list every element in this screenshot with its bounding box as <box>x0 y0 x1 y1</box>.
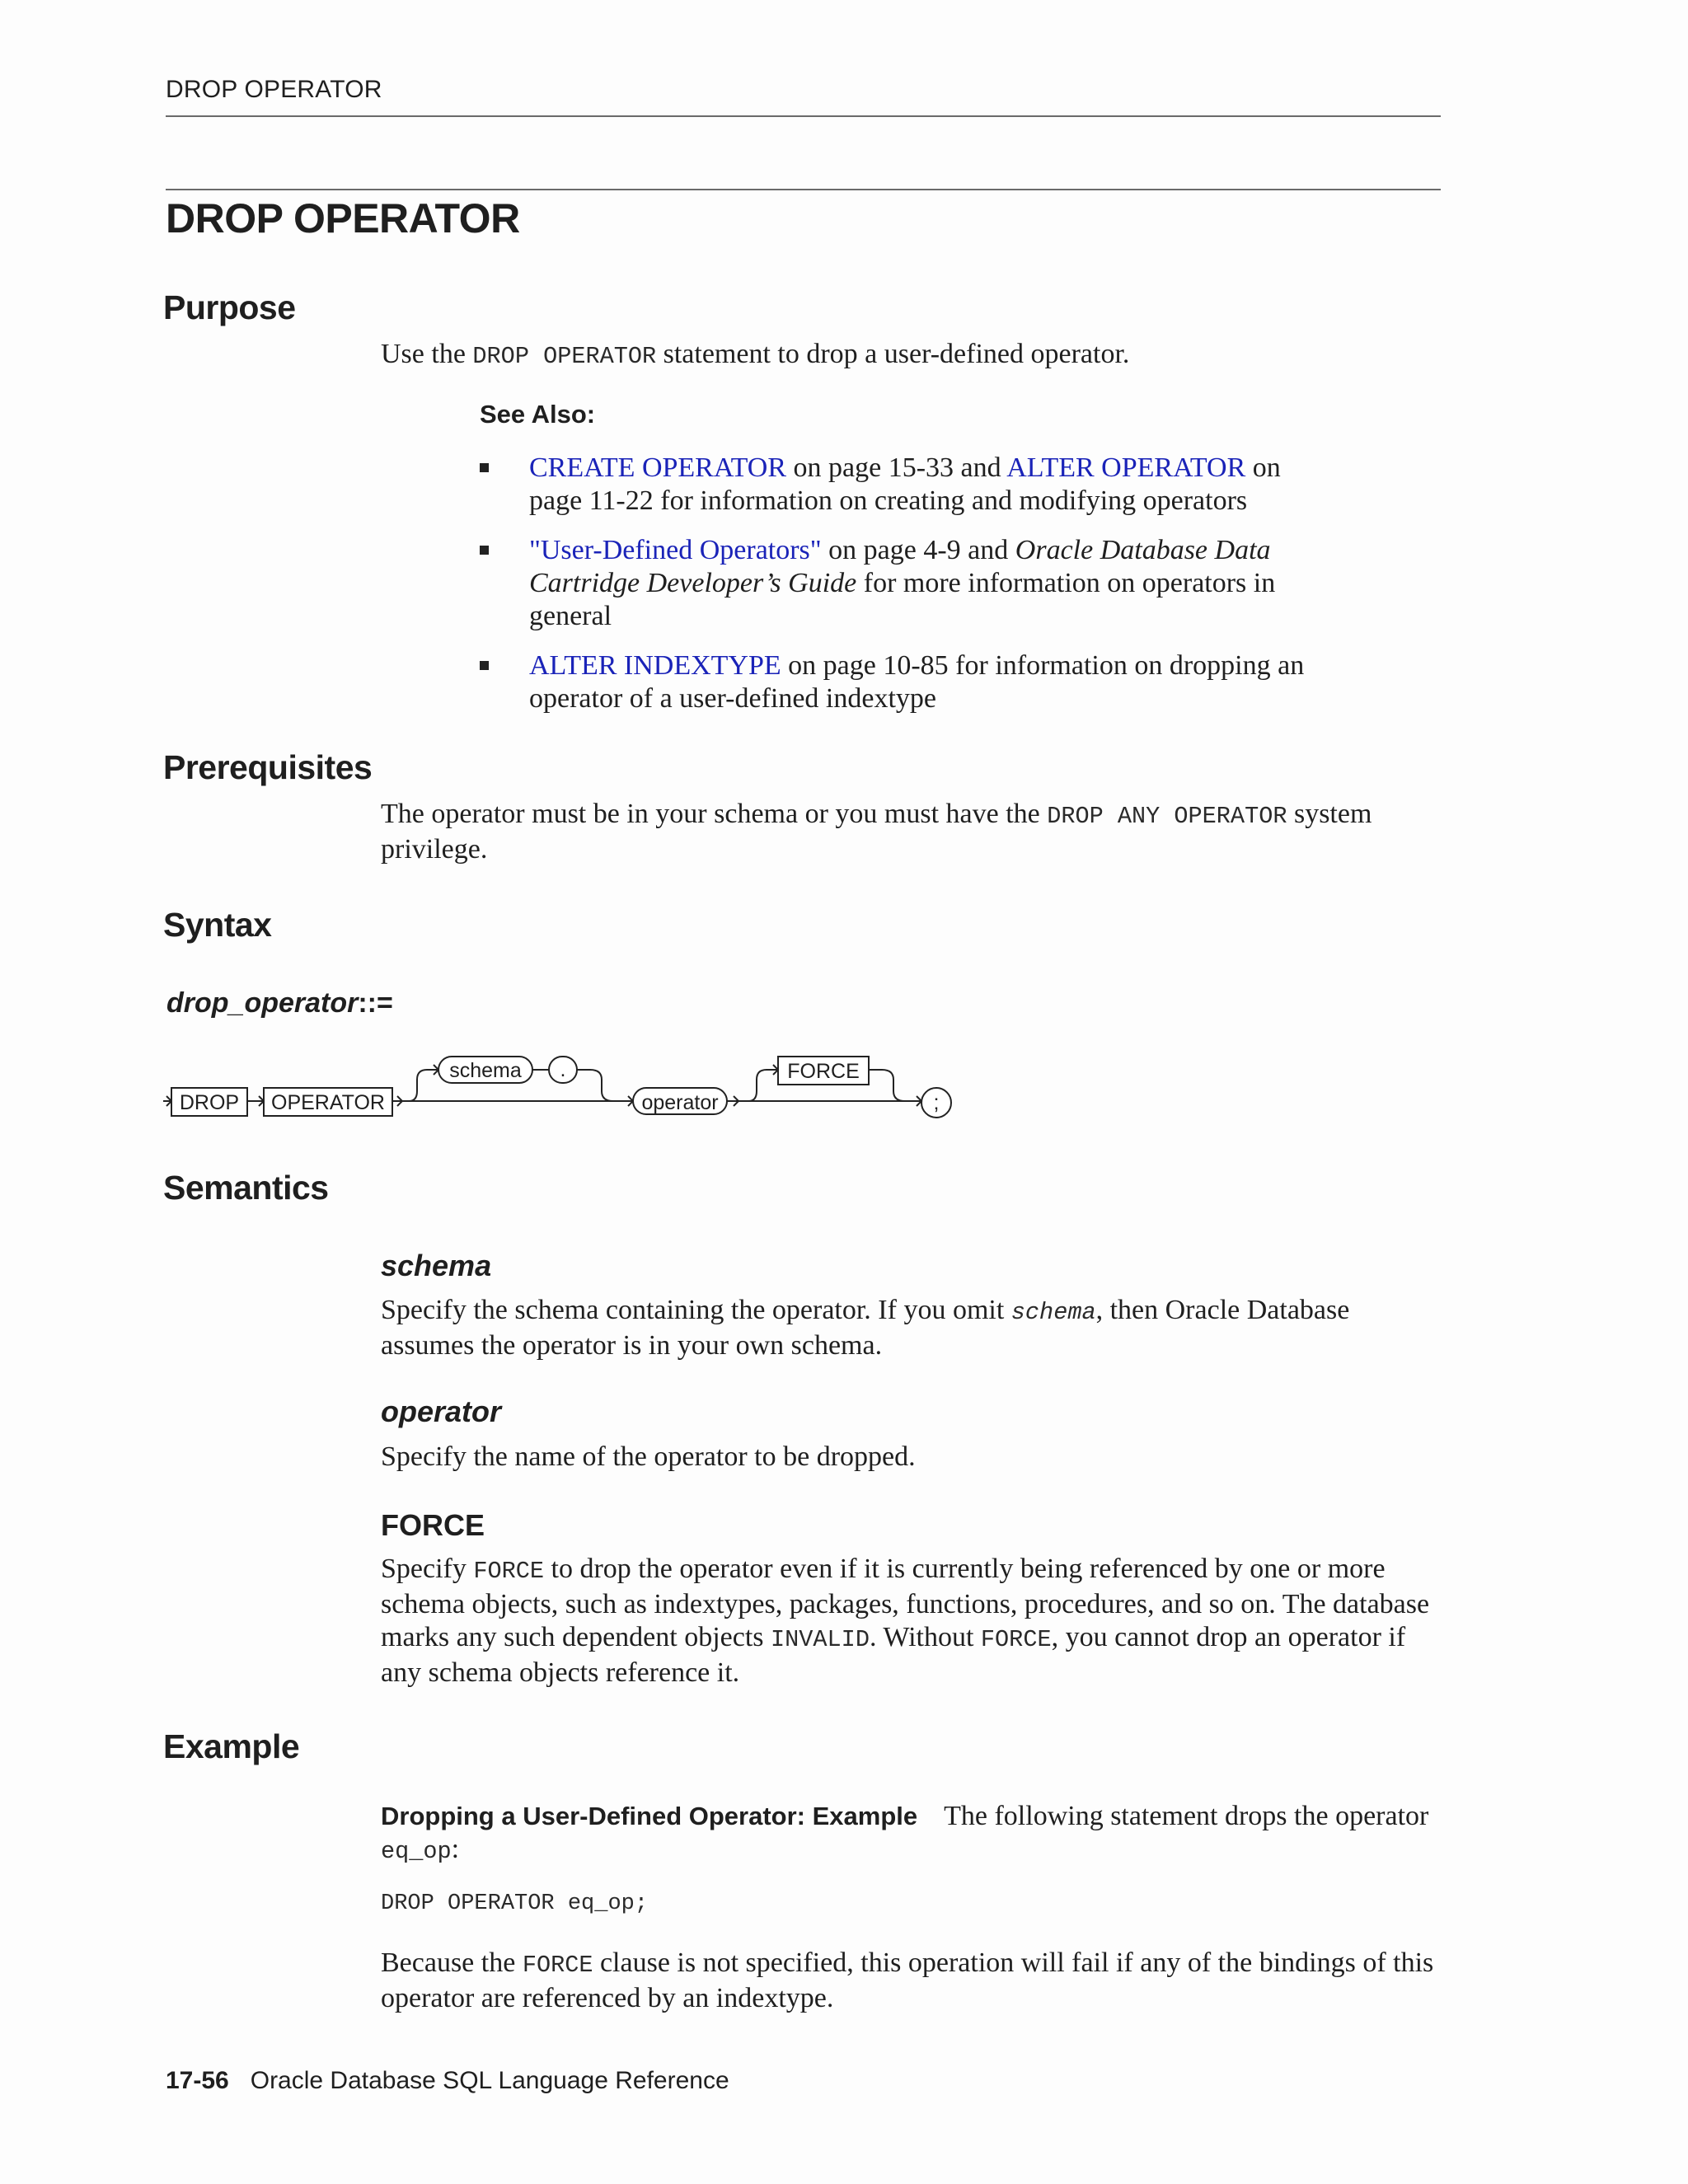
schema-subheading: schema <box>381 1249 492 1282</box>
syntax-semicolon-term: ; <box>933 1091 940 1114</box>
force-subheading: FORCE <box>381 1508 485 1542</box>
bullet-icon <box>480 661 489 670</box>
prerequisites-heading: Prerequisites <box>163 748 373 786</box>
code-example: DROP OPERATOR eq_op; <box>381 1891 649 1916</box>
link-user-defined-operators[interactable]: "User-Defined Operators" <box>529 535 822 565</box>
footer-book-title: Oracle Database SQL Language Reference <box>250 2067 729 2094</box>
example-intro: Dropping a User-Defined Operator: Example The following statement drops the operator eq_op: <box>381 1801 1429 1865</box>
drop-any-operator-code: DROP ANY OPERATOR <box>1047 803 1287 830</box>
link-create-operator[interactable]: CREATE OPERATOR <box>529 452 787 483</box>
see-also-item: CREATE OPERATOR on page 15-33 and ALTER OPERATOR on page 11-22 for information on creating and modifying operators <box>480 452 1320 518</box>
syntax-force-keyword: FORCE <box>787 1060 860 1083</box>
example-label: Dropping a User-Defined Operator: Example <box>381 1802 918 1830</box>
footer-page-number: 17-56 <box>166 2067 229 2094</box>
syntax-heading: Syntax <box>163 906 272 944</box>
see-also-list <box>480 534 1320 633</box>
operator-subheading: operator <box>381 1394 502 1428</box>
title-rule <box>166 189 1441 190</box>
header-rule <box>166 115 1441 117</box>
example-heading: Example <box>163 1727 300 1765</box>
operator-text: Specify the name of the operator to be dropped. <box>381 1441 916 1472</box>
prerequisites-text: The operator must be in your schema or you must have the DROP ANY OPERATOR system privilege. <box>381 799 1372 865</box>
bullet-icon <box>480 546 489 555</box>
example-after-text: Because the FORCE clause is not specified, this operation will fail if any of the bindings of this operator are referenced by an indextype. <box>381 1947 1434 2013</box>
drop-operator-code: DROP OPERATOR <box>472 343 657 370</box>
semantics-heading: Semantics <box>163 1169 329 1207</box>
see-also-list <box>480 452 1320 518</box>
syntax-operator-term: operator <box>641 1091 719 1114</box>
cartridge-guide-title: Oracle Database Data Cartridge Developer’s Guide <box>529 535 1271 598</box>
force-text: Specify FORCE to drop the operator even if it is currently being referenced by one or more schema objects, such as indextypes, packages, functions, procedures, and so on. The database marks any such dependent objects INVALID. Without FORCE, you cannot drop an operator if any schema objects reference it. <box>381 1554 1430 1688</box>
schema-text: Specify the schema containing the operator. If you omit schema, then Oracle Database assumes the operator is in your own schema. <box>381 1295 1350 1361</box>
syntax-schema-term: schema <box>449 1059 522 1082</box>
syntax-rule-label: drop_operator::= <box>166 987 393 1019</box>
syntax-drop-keyword: DROP <box>179 1091 240 1114</box>
see-also-label: See Also: <box>480 400 596 429</box>
bullet-icon <box>480 463 489 472</box>
syntax-operator-keyword: OPERATOR <box>271 1091 385 1114</box>
see-also-item: ALTER INDEXTYPE on page 10-85 for information on dropping an operator of a user-defined indextype <box>480 649 1320 715</box>
see-also-list <box>480 649 1320 715</box>
running-head: DROP OPERATOR <box>166 76 382 103</box>
syntax-diagram <box>162 1042 969 1132</box>
page-footer <box>166 2067 729 2095</box>
link-alter-operator[interactable]: ALTER OPERATOR <box>1006 452 1246 483</box>
page-title: DROP OPERATOR <box>166 195 520 241</box>
see-also-item: "User-Defined Operators" on page 4-9 and Oracle Database Data Cartridge Developer’s Guide for more information on operators in general <box>480 534 1320 633</box>
purpose-heading: Purpose <box>163 288 296 326</box>
link-alter-indextype[interactable]: ALTER INDEXTYPE <box>529 650 781 681</box>
syntax-dot-term: . <box>560 1058 566 1081</box>
purpose-text: Use the DROP OPERATOR statement to drop a user-defined operator. <box>381 339 1130 370</box>
